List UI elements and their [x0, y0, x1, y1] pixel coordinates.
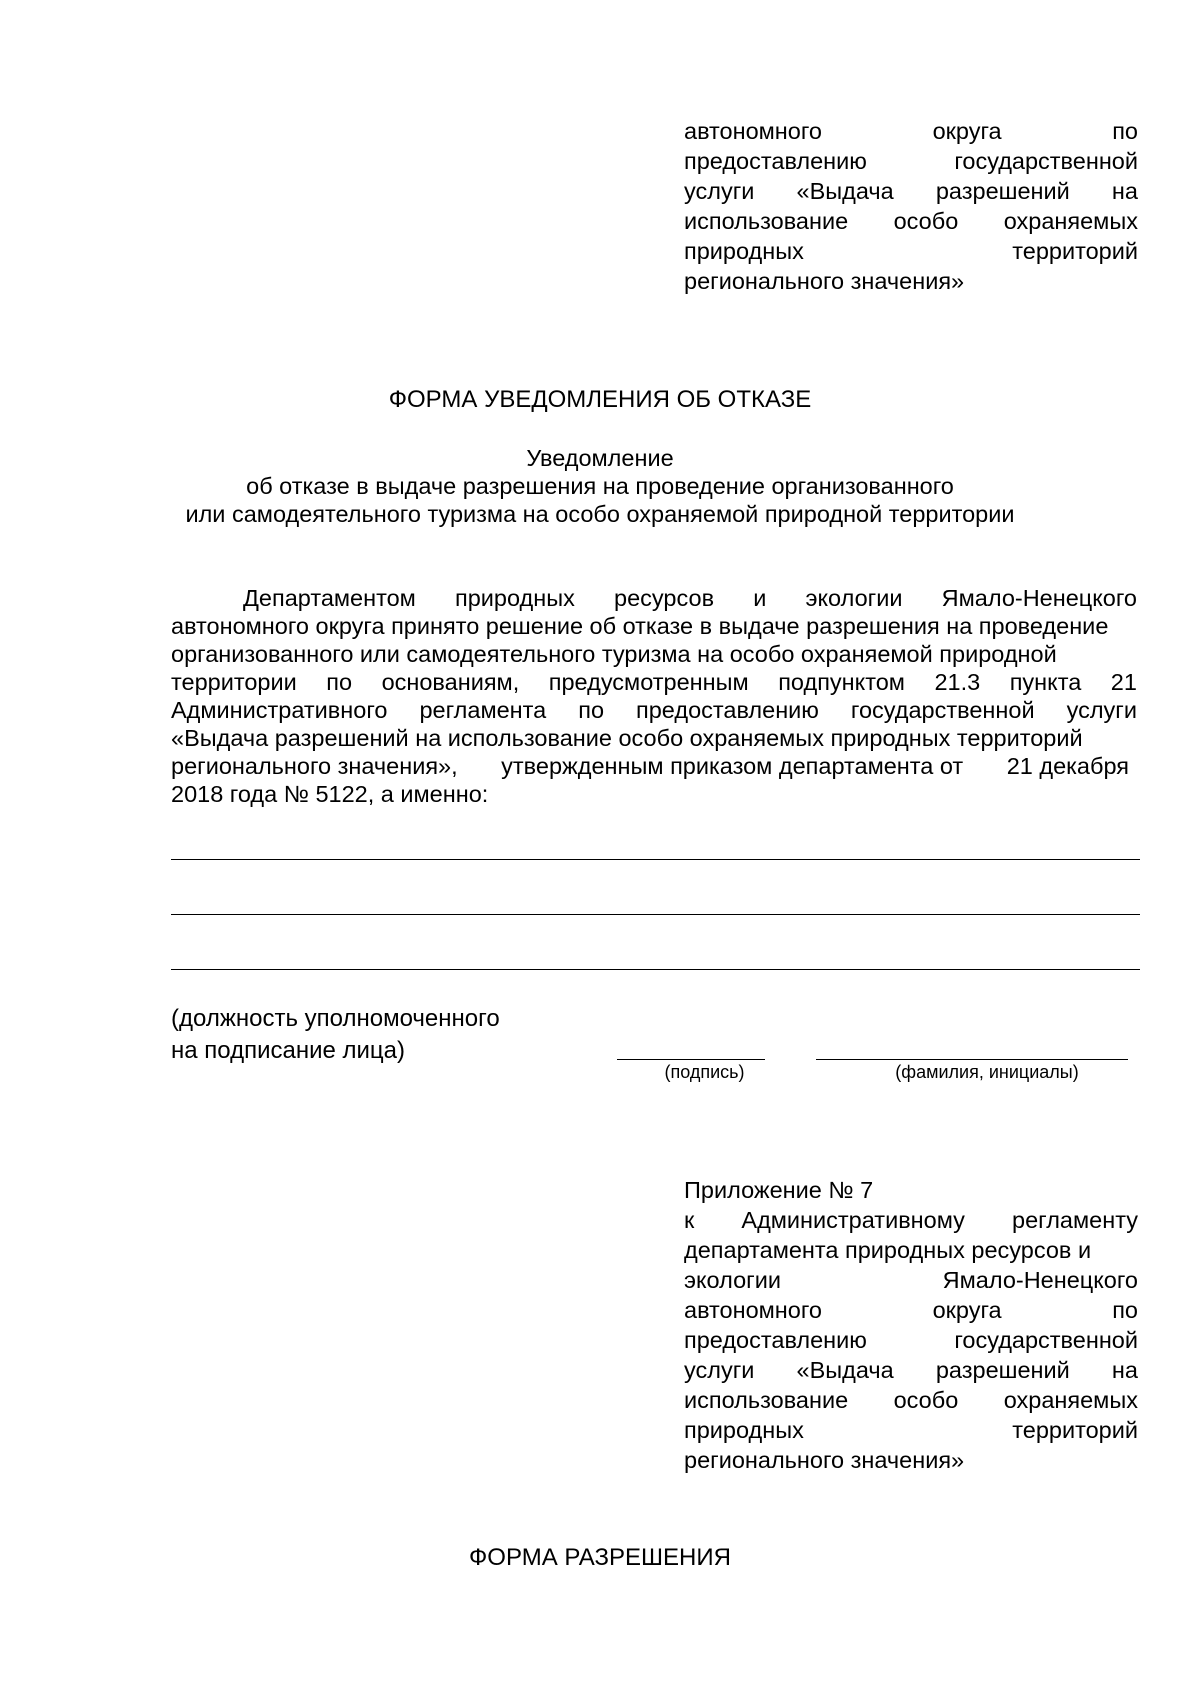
text-line — [171, 696, 1137, 724]
text-word: услуги — [1066, 697, 1137, 723]
notice-heading-line: Уведомление — [526, 445, 674, 471]
text-word: «Выдача — [796, 1357, 894, 1383]
text-line — [684, 146, 1138, 176]
text-line — [171, 752, 1137, 780]
text-word: округа — [932, 118, 1002, 144]
text-word: основаниям, — [381, 669, 520, 695]
text-word: автономного округа принято решение об отказе в выдаче разрешения на проведение — [171, 613, 1109, 639]
reason-blank-line — [171, 969, 1140, 970]
text-word: 2018 года № 5122, а именно: — [171, 781, 489, 807]
text-line — [684, 1265, 1138, 1295]
text-line — [684, 1385, 1138, 1415]
notice-heading-line: или самодеятельного туризма на особо охраняемой природной территории — [185, 501, 1015, 527]
text-line — [684, 1355, 1138, 1385]
text-line — [171, 584, 1137, 612]
text-word: особо — [893, 208, 959, 234]
notice-heading-line: об отказе в выдаче разрешения на проведение организованного — [246, 473, 954, 499]
text-word: территорий — [1012, 238, 1138, 264]
header-approval-block — [684, 116, 1138, 296]
text-word: охраняемых — [1003, 1387, 1138, 1413]
text-word: 21 — [1110, 669, 1137, 695]
text-word: использование — [684, 1387, 849, 1413]
text-word: предоставлению — [684, 1327, 867, 1353]
text-word: «Выдача разрешений на использование особо охраняемых природных территорий — [171, 725, 1083, 751]
text-word: разрешений — [935, 1357, 1070, 1383]
text-word: экологии — [684, 1267, 781, 1293]
text-word: подпунктом — [778, 669, 905, 695]
text-line — [684, 1235, 1138, 1265]
text-word: организованного или самодеятельного туризма на особо охраняемой природной — [171, 641, 1057, 667]
text-word: государственной — [954, 1327, 1138, 1353]
text-word: природных — [684, 238, 804, 264]
text-line — [684, 176, 1138, 206]
text-word: Ямало-Ненецкого — [942, 1267, 1138, 1293]
text-line — [684, 1445, 1138, 1475]
text-line — [684, 206, 1138, 236]
text-word: «Выдача — [796, 178, 894, 204]
text-word: автономного — [684, 1297, 822, 1323]
text-word: пункта — [1009, 669, 1082, 695]
text-word: Департаментом — [243, 585, 416, 611]
text-word: территорий — [1012, 1417, 1138, 1443]
text-word: утвержденным приказом департамента от — [501, 753, 964, 779]
text-word: к — [684, 1207, 695, 1233]
text-word: природных — [684, 1417, 804, 1443]
text-word: Административному — [741, 1207, 965, 1233]
text-word: природных — [455, 585, 575, 611]
appendix-block — [684, 1175, 1138, 1475]
text-word: государственной — [954, 148, 1138, 174]
text-word: и — [753, 585, 767, 611]
text-word: Административного — [171, 697, 388, 723]
text-word: автономного — [684, 118, 822, 144]
text-word: регионального значения» — [684, 1447, 965, 1473]
name-blank-line — [816, 1059, 1128, 1060]
text-word: разрешений — [935, 178, 1070, 204]
text-line — [171, 668, 1137, 696]
text-word: 21 декабря — [1006, 753, 1129, 779]
text-line — [171, 612, 1137, 640]
text-line — [684, 1205, 1138, 1235]
text-word: предоставлению — [636, 697, 819, 723]
text-word: регламенту — [1012, 1207, 1138, 1233]
reason-blank-line — [171, 859, 1140, 860]
notice-heading — [0, 444, 1200, 528]
text-line — [171, 640, 1137, 668]
text-word: по — [1112, 118, 1138, 144]
text-word: 21.3 — [934, 669, 981, 695]
text-line — [171, 780, 1137, 808]
text-line — [684, 116, 1138, 146]
signatory-position-line: на подписание лица) — [171, 1037, 406, 1064]
text-line — [684, 1325, 1138, 1355]
text-word: департамента природных ресурсов и — [684, 1237, 1092, 1263]
text-word: государственной — [850, 697, 1035, 723]
refusal-body-paragraph — [171, 584, 1137, 808]
text-word: на — [1111, 1357, 1138, 1383]
text-word: услуги — [684, 178, 755, 204]
text-word: территории — [171, 669, 297, 695]
text-word: регионального значения», — [171, 753, 458, 779]
text-word: по — [1112, 1297, 1138, 1323]
signature-blank-line — [617, 1059, 765, 1060]
text-word: Ямало-Ненецкого — [941, 585, 1137, 611]
text-word: округа — [932, 1297, 1002, 1323]
text-word: ресурсов — [614, 585, 715, 611]
text-word: по — [578, 697, 605, 723]
form-title-refusal: ФОРМА УВЕДОМЛЕНИЯ ОБ ОТКАЗЕ — [388, 386, 812, 413]
signatory-position-line: (должность уполномоченного — [171, 1005, 500, 1032]
text-word: на — [1111, 178, 1138, 204]
text-word: предоставлению — [684, 148, 867, 174]
text-word: регионального значения» — [684, 268, 965, 294]
text-word: особо — [893, 1387, 959, 1413]
text-word: регламента — [419, 697, 547, 723]
text-word: по — [326, 669, 353, 695]
reason-blank-line — [171, 914, 1140, 915]
text-line — [684, 236, 1138, 266]
text-word: экологии — [805, 585, 903, 611]
text-word: предусмотренным — [548, 669, 749, 695]
text-line — [684, 1295, 1138, 1325]
text-word: услуги — [684, 1357, 755, 1383]
name-caption: (фамилия, инициалы) — [895, 1062, 1079, 1082]
text-word: использование — [684, 208, 849, 234]
text-line — [684, 1415, 1138, 1445]
text-word: охраняемых — [1003, 208, 1138, 234]
form-title-permit: ФОРМА РАЗРЕШЕНИЯ — [469, 1544, 731, 1571]
signatory-position-label — [171, 1003, 500, 1067]
appendix-title: Приложение № 7 — [684, 1177, 874, 1203]
signature-caption: (подпись) — [664, 1062, 745, 1082]
text-line — [684, 266, 1138, 296]
text-line — [171, 724, 1137, 752]
